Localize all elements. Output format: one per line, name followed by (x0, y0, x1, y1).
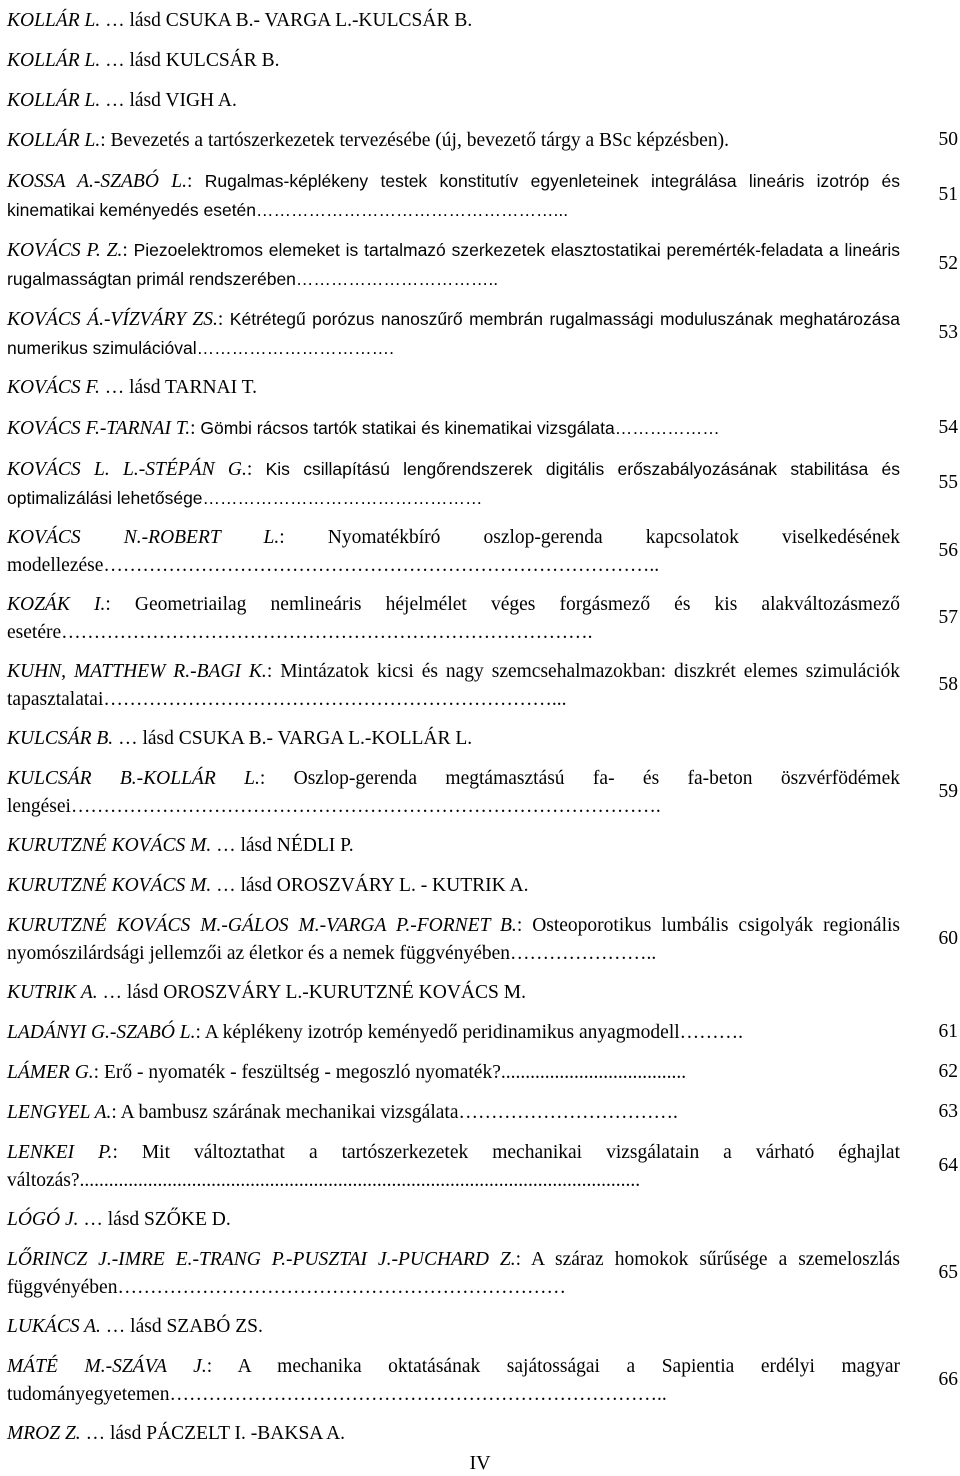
entry-title: A bambusz szárának mechanikai vizsgálata……………………………. (120, 1102, 678, 1123)
entry-text (7, 979, 900, 1007)
entry-title: Osteoporotikus lumbális csigolyák regionális nyomószilárdsági jellemzői az életkor és a nemek függvényében………………….. (7, 915, 900, 964)
entry-author: MÁTÉ M.-SZÁVA J. (7, 1356, 207, 1377)
entry-page-number: 56 (938, 539, 958, 561)
entry-page-number: 54 (938, 416, 958, 438)
index-entry (7, 517, 960, 584)
index-entry (7, 1012, 960, 1052)
entry-title: lásd CSUKA B.- VARGA L.-KOLLÁR L. (142, 728, 473, 749)
entry-text (7, 872, 900, 900)
entry-text (7, 591, 900, 647)
entry-separator: : (112, 1142, 142, 1163)
index-entry (7, 1239, 960, 1306)
entry-author: KOVÁCS F.-TARNAI T. (7, 418, 191, 439)
entry-text (7, 725, 900, 753)
entry-text (7, 414, 900, 443)
entry-page-number: 62 (938, 1061, 958, 1082)
index-entry (7, 229, 960, 298)
entry-author: KOVÁCS N.-ROBERT L. (7, 527, 280, 548)
entry-author: KOLLÁR L. (7, 90, 101, 111)
index-entry (7, 40, 960, 80)
entry-separator: : (259, 768, 294, 789)
entry-author: KOSSA A.-SZABÓ L. (7, 171, 187, 192)
index-entry (7, 584, 960, 651)
entry-title: lásd SZABÓ ZS. (130, 1316, 263, 1337)
entry-text (7, 1353, 900, 1409)
index-entry (7, 1092, 960, 1132)
entry-page-number: 50 (938, 129, 958, 150)
entry-title: Oszlop-gerenda megtámasztású fa- és fa-beton öszvérfödémek lengései………………………………………………………………………………. (7, 768, 900, 817)
index-entry (7, 80, 960, 120)
entry-author: KOLLÁR L. (7, 50, 101, 71)
index-entry (7, 758, 960, 825)
index-entry (7, 718, 960, 758)
entry-author: KOZÁK I. (7, 594, 106, 615)
entry-title: lásd OROSZVÁRY L. - KUTRIK A. (240, 875, 529, 896)
index-entry (7, 1052, 960, 1092)
entry-separator: : (246, 459, 266, 480)
entry-separator: : (206, 1356, 238, 1377)
entry-title: Kétrétegű porózus nanoszűrő membrán rugalmassági moduluszának meghatározása numerikus szimulációval……………………………. (7, 309, 900, 358)
entry-separator: … (211, 835, 241, 856)
entry-page-number: 66 (938, 1368, 958, 1390)
index-entry (7, 1306, 960, 1346)
entry-text (7, 912, 900, 968)
entry-author: LENGYEL A. (7, 1102, 112, 1123)
entry-text (7, 167, 900, 225)
entry-title: Mit változtathat a tartószerkezetek mechanikai vizsgálatain a várható éghajlat változás?................................................................................................................... (7, 1142, 900, 1191)
entry-page-number: 58 (938, 673, 958, 695)
entry-text (7, 236, 900, 294)
entry-title: Mintázatok kicsi és nagy szemcsehalmazokban: diszkrét elemes szimulációk tapasztalatai……………………………………………………………... (7, 661, 901, 710)
entry-title: Kis csillapítású lengőrendszerek digitális erőszabályozásának stabilitása és optimalizálási lehetősége………………………………………… (7, 459, 900, 508)
entry-author: LUKÁCS A. (7, 1316, 101, 1337)
entry-title: lásd KULCSÁR B. (129, 50, 280, 71)
index-entry (7, 407, 960, 448)
entry-separator: … (99, 377, 130, 398)
entry-page-number: 60 (938, 927, 958, 949)
entry-separator: : (516, 915, 533, 936)
entry-title: lásd VIGH A. (129, 90, 237, 111)
entry-separator: … (100, 10, 130, 31)
entry-title: lásd TARNAI T. (129, 377, 257, 398)
entry-text (7, 524, 900, 580)
entry-separator: : (100, 130, 111, 151)
index-entry (7, 651, 960, 718)
index-entry (7, 1346, 960, 1413)
index-entry (7, 160, 960, 229)
entry-page-number: 52 (938, 252, 958, 274)
entry-separator: : (122, 240, 134, 261)
entry-text (7, 1313, 900, 1341)
entry-title: Gömbi rácsos tartók statikai és kinematikai vizsgálata……………… (200, 418, 720, 438)
entry-author: LENKEI P. (7, 1142, 113, 1163)
entry-page-number: 57 (938, 606, 958, 628)
entry-separator: … (100, 1316, 131, 1337)
entry-title: Piezoelektromos elemeket is tartalmazó szerkezetek elasztostatikai peremérték-feladata a lineáris rugalmasságtan primál rendszerében…………………………….. (7, 240, 900, 289)
entry-text (7, 305, 900, 363)
entry-author: KOLLÁR L. (7, 130, 101, 151)
entry-author: KUHN, MATTHEW R.-BAGI K. (7, 661, 267, 682)
entry-title: Geometriailag nemlineáris héjelmélet véges forgásmező és kis alakváltozásmező esetére………………………………………………………………………. (7, 594, 901, 643)
entry-title: lásd PÁCZELT I. -BAKSA A. (109, 1423, 346, 1444)
entry-separator: : (190, 418, 201, 439)
entry-separator: … (100, 50, 130, 71)
entry-author: KOVÁCS P. Z. (7, 240, 123, 261)
entry-text (7, 1059, 900, 1087)
entry-author: KURUTZNÉ KOVÁCS M. (7, 875, 212, 896)
index-entry (7, 905, 960, 972)
entry-title: Bevezetés a tartószerkezetek tervezésébe (új, bevezető tárgy a BSc képzésben). (110, 130, 729, 151)
index-entry (7, 448, 960, 517)
entry-page-number: 63 (938, 1101, 958, 1122)
entry-title: lásd SZŐKE D. (107, 1209, 231, 1230)
entry-author: KOVÁCS F. (7, 377, 100, 398)
entry-separator: : (186, 171, 205, 192)
author-index (7, 0, 960, 1453)
entry-text (7, 832, 900, 860)
entry-title: Rugalmas-képlékeny testek konstitutív egyenleteinek integrálása lineáris izotróp és kinematikai keményedés esetén……………………………………………... (7, 171, 901, 220)
index-entry (7, 120, 960, 160)
entry-separator: : (217, 309, 230, 330)
index-entry (7, 1199, 960, 1239)
entry-page-number: 61 (938, 1021, 958, 1042)
entry-title: lásd CSUKA B.- VARGA L.-KULCSÁR B. (129, 10, 473, 31)
entry-author: MROZ Z. (7, 1423, 81, 1444)
entry-separator: : (515, 1249, 531, 1270)
entry-text (7, 455, 900, 513)
entry-text (7, 1420, 900, 1448)
page-number: IV (469, 1452, 491, 1474)
entry-page-number: 53 (938, 321, 958, 343)
entry-text (7, 765, 900, 821)
entry-text (7, 1139, 900, 1195)
entry-separator: … (78, 1209, 108, 1230)
entry-text (7, 7, 900, 35)
entry-page-number: 59 (938, 780, 958, 802)
index-entry (7, 0, 960, 40)
entry-author: KURUTZNÉ KOVÁCS M. (7, 835, 212, 856)
index-entry (7, 1132, 960, 1199)
entry-separator: : (105, 594, 135, 615)
entry-page-number: 51 (938, 183, 958, 205)
entry-author: KULCSÁR B. (7, 728, 114, 749)
index-entry (7, 367, 960, 407)
index-entry (7, 972, 960, 1012)
entry-separator: : (93, 1062, 104, 1083)
entry-text (7, 87, 900, 115)
entry-author: KUTRIK A. (7, 982, 98, 1003)
entry-page-number: 65 (938, 1261, 958, 1283)
entry-title: A mechanika oktatásának sajátosságai a Sapientia erdélyi magyar tudományegyetemen………………………………………………………………….. (7, 1356, 900, 1405)
entry-title: lásd NÉDLI P. (240, 835, 354, 856)
entry-author: LÁMER G. (7, 1062, 94, 1083)
entry-title: lásd OROSZVÁRY L.-KURUTZNÉ KOVÁCS M. (126, 982, 526, 1003)
entry-title: A száraz homokok sűrűsége a szemeloszlás függvényében…………………………………………………………… (7, 1249, 901, 1298)
entry-text (7, 374, 900, 402)
entry-author: LADÁNYI G.-SZABÓ L. (7, 1022, 196, 1043)
entry-text (7, 1099, 900, 1127)
entry-text (7, 127, 900, 155)
entry-separator: … (113, 728, 143, 749)
entry-separator: … (211, 875, 241, 896)
entry-text (7, 47, 900, 75)
entry-separator: : (195, 1022, 205, 1043)
entry-author: LÓGÓ J. (7, 1209, 79, 1230)
index-entry (7, 825, 960, 865)
entry-page-number: 55 (938, 471, 958, 493)
entry-author: KULCSÁR B.-KOLLÁR L. (7, 768, 260, 789)
entry-title: Nyomatékbíró oszlop-gerenda kapcsolatok viselkedésének modellezése………………………………………………………………………….. (7, 527, 900, 576)
entry-text (7, 1246, 900, 1302)
index-entry (7, 865, 960, 905)
entry-author: KOVÁCS Á.-VÍZVÁRY ZS. (7, 309, 218, 330)
entry-separator: : (266, 661, 281, 682)
entry-separator: : (279, 527, 328, 548)
entry-separator: … (80, 1423, 110, 1444)
entry-page-number: 64 (938, 1154, 958, 1176)
entry-separator: : (111, 1102, 121, 1123)
index-entry (7, 298, 960, 367)
entry-title: Erő - nyomaték - feszültség - megoszló nyomaték?...................................... (103, 1062, 687, 1083)
entry-author: KURUTZNÉ KOVÁCS M.-GÁLOS M.-VARGA P.-FORNET B. (7, 915, 517, 936)
entry-author: KOVÁCS L. L.-STÉPÁN G. (7, 459, 247, 480)
entry-title: A képlékeny izotróp keményedő peridinamikus anyagmodell………. (204, 1022, 744, 1043)
entry-text (7, 1019, 900, 1047)
entry-text (7, 1206, 900, 1234)
entry-author: LŐRINCZ J.-IMRE E.-TRANG P.-PUSZTAI J.-PUCHARD Z. (7, 1249, 516, 1270)
entry-separator: … (97, 982, 127, 1003)
entry-text (7, 658, 900, 714)
entry-separator: … (100, 90, 130, 111)
entry-author: KOLLÁR L. (7, 10, 101, 31)
index-entry (7, 1413, 960, 1453)
